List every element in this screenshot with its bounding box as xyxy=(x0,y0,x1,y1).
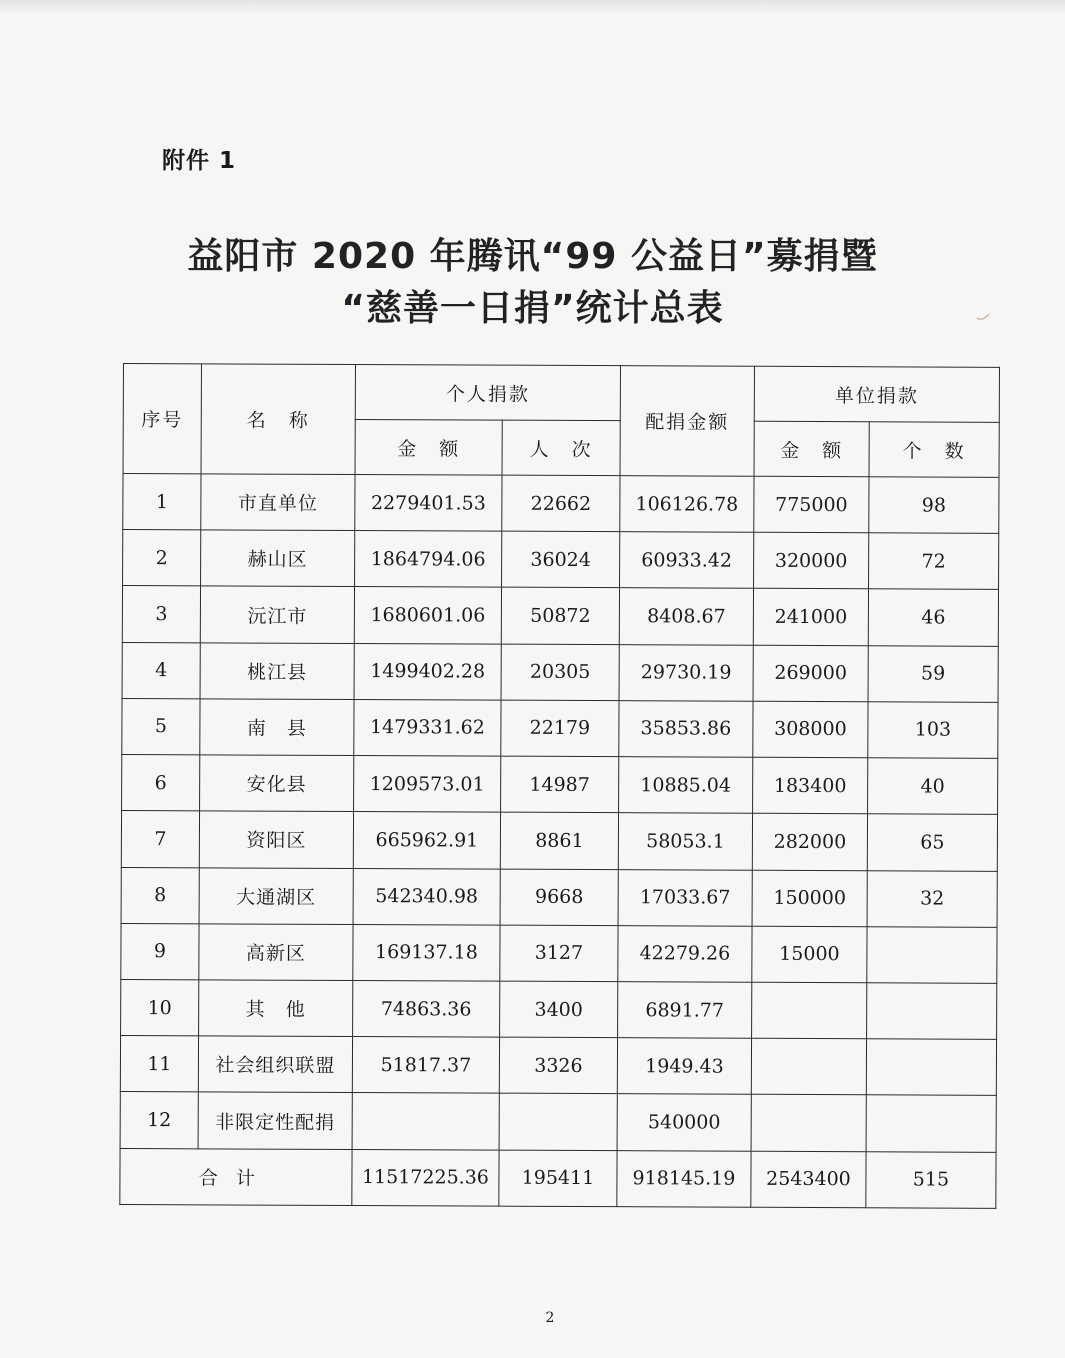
cell-matching: 58053.1 xyxy=(618,813,752,870)
cell-personal-amount: 1499402.28 xyxy=(354,643,501,700)
cell-name: 非限定性配捐 xyxy=(198,1092,352,1149)
cell-name: 其 他 xyxy=(199,980,353,1037)
cell-name: 南 县 xyxy=(200,699,354,756)
cell-personal-amount: 1209573.01 xyxy=(354,756,501,813)
cell-personal-amount: 51817.37 xyxy=(352,1037,499,1094)
header-personal-amount: 金 额 xyxy=(355,420,502,476)
cell-unit-amount: 241000 xyxy=(753,589,868,646)
cell-personal-count: 8861 xyxy=(500,812,618,869)
total-row xyxy=(120,1148,996,1208)
total-matching: 918145.19 xyxy=(617,1150,751,1207)
table-row xyxy=(121,979,997,1039)
cell-personal-amount: 2279401.53 xyxy=(355,475,502,532)
cell-seq: 1 xyxy=(123,474,201,531)
cell-unit-count: 65 xyxy=(867,814,997,871)
cell-unit-amount: 15000 xyxy=(752,926,867,983)
attachment-label: 附件 1 xyxy=(162,148,237,174)
cell-unit-count: 32 xyxy=(867,870,997,927)
table-row xyxy=(122,642,998,702)
header-matching-amount: 配捐金额 xyxy=(620,366,754,477)
statistics-table xyxy=(119,363,1000,1209)
cell-matching: 42279.26 xyxy=(618,925,752,982)
table-row xyxy=(121,867,997,927)
cell-unit-count: 72 xyxy=(869,533,999,590)
header-personal-count: 人 次 xyxy=(502,420,620,476)
table-header xyxy=(123,364,1000,478)
document-title-line-1: 益阳市 2020 年腾讯“99 公益日”募捐暨 xyxy=(187,236,878,277)
cell-personal-amount: 169137.18 xyxy=(353,924,500,981)
cell-seq: 11 xyxy=(120,1036,198,1093)
cell-personal-count: 14987 xyxy=(501,756,619,813)
table-row xyxy=(121,811,997,871)
cell-unit-amount: 183400 xyxy=(753,757,868,814)
cell-unit-amount xyxy=(752,982,867,1039)
pen-mark-icon xyxy=(976,312,990,322)
cell-unit-amount: 269000 xyxy=(753,645,868,702)
cell-seq: 6 xyxy=(122,755,200,812)
cell-unit-count: 46 xyxy=(868,589,998,646)
cell-unit-count: 59 xyxy=(868,645,998,702)
table-row xyxy=(123,530,999,590)
cell-personal-count: 9668 xyxy=(500,869,618,926)
cell-personal-count: 36024 xyxy=(502,531,620,588)
table-row xyxy=(120,1036,996,1096)
cell-personal-amount: 542340.98 xyxy=(353,868,500,925)
cell-matching: 8408.67 xyxy=(619,588,753,645)
cell-personal-count: 3326 xyxy=(499,1037,617,1094)
cell-matching: 540000 xyxy=(617,1094,751,1151)
cell-unit-count xyxy=(866,1095,996,1152)
cell-matching: 35853.86 xyxy=(619,701,753,758)
table-body xyxy=(120,474,999,1209)
total-personal-amount: 11517225.36 xyxy=(352,1149,499,1206)
cell-seq: 2 xyxy=(123,530,201,587)
cell-seq: 3 xyxy=(122,586,200,643)
cell-unit-count: 40 xyxy=(868,758,998,815)
header-personal-donation: 个人捐款 xyxy=(355,365,620,421)
cell-personal-count: 3127 xyxy=(500,925,618,982)
cell-personal-count: 22179 xyxy=(501,700,619,757)
cell-seq: 9 xyxy=(121,923,199,980)
cell-unit-amount xyxy=(751,1095,866,1152)
cell-personal-amount xyxy=(352,1093,499,1150)
cell-name: 桃江县 xyxy=(200,642,354,699)
cell-matching: 10885.04 xyxy=(619,757,753,814)
cell-name: 沅江市 xyxy=(200,586,354,643)
cell-matching: 1949.43 xyxy=(617,1038,751,1095)
cell-personal-amount: 74863.36 xyxy=(353,980,500,1037)
cell-unit-amount: 150000 xyxy=(752,870,867,927)
table-row xyxy=(120,1092,996,1152)
cell-personal-count: 3400 xyxy=(500,981,618,1038)
cell-personal-amount: 665962.91 xyxy=(353,812,500,869)
cell-name: 高新区 xyxy=(199,924,353,981)
cell-unit-count: 103 xyxy=(868,702,998,759)
cell-matching: 60933.42 xyxy=(620,532,754,589)
header-unit-donation: 单位捐款 xyxy=(754,366,999,422)
cell-unit-amount: 320000 xyxy=(754,532,869,589)
cell-name: 资阳区 xyxy=(199,811,353,868)
cell-name: 安化县 xyxy=(200,755,354,812)
cell-matching: 6891.77 xyxy=(618,982,752,1039)
total-unit-amount: 2543400 xyxy=(751,1151,866,1208)
total-label: 合计 xyxy=(120,1148,352,1205)
cell-seq: 12 xyxy=(120,1092,198,1149)
cell-unit-count xyxy=(867,983,997,1040)
cell-personal-amount: 1479331.62 xyxy=(354,699,501,756)
cell-seq: 10 xyxy=(121,979,199,1036)
total-unit-count: 515 xyxy=(866,1151,996,1208)
header-unit-amount: 金 额 xyxy=(754,421,869,477)
header-name: 名 称 xyxy=(201,364,355,475)
table-row xyxy=(122,698,998,758)
cell-personal-count xyxy=(499,1094,617,1151)
cell-personal-count: 50872 xyxy=(501,588,619,645)
cell-personal-amount: 1864794.06 xyxy=(355,531,502,588)
cell-seq: 5 xyxy=(122,698,200,755)
table-row xyxy=(121,923,997,983)
cell-personal-count: 22662 xyxy=(502,475,620,532)
cell-seq: 4 xyxy=(122,642,200,699)
cell-unit-amount: 282000 xyxy=(752,814,867,871)
cell-unit-count: 98 xyxy=(869,477,999,534)
cell-name: 市直单位 xyxy=(201,474,355,531)
table-row xyxy=(122,586,998,646)
cell-unit-amount: 308000 xyxy=(753,701,868,758)
cell-seq: 7 xyxy=(121,811,199,868)
cell-unit-amount xyxy=(751,1038,866,1095)
cell-unit-amount: 775000 xyxy=(754,476,869,533)
header-seq: 序号 xyxy=(123,364,201,474)
table-row xyxy=(123,474,999,534)
cell-personal-amount: 1680601.06 xyxy=(354,587,501,644)
cell-matching: 17033.67 xyxy=(618,869,752,926)
total-personal-count: 195411 xyxy=(499,1150,617,1207)
header-unit-count: 个 数 xyxy=(869,422,999,478)
page-top-shadow xyxy=(0,0,1065,14)
cell-unit-count xyxy=(866,1039,996,1096)
page-number: 2 xyxy=(545,1310,555,1326)
cell-personal-count: 20305 xyxy=(501,644,619,701)
cell-matching: 106126.78 xyxy=(620,476,754,533)
cell-name: 社会组织联盟 xyxy=(198,1036,352,1093)
cell-matching: 29730.19 xyxy=(619,644,753,701)
document-title-line-2: “慈善一日捐”统计总表 xyxy=(341,288,724,329)
table-row xyxy=(122,755,998,815)
cell-unit-count xyxy=(867,927,997,984)
cell-seq: 8 xyxy=(121,867,199,924)
cell-name: 大通湖区 xyxy=(199,867,353,924)
cell-name: 赫山区 xyxy=(201,530,355,587)
